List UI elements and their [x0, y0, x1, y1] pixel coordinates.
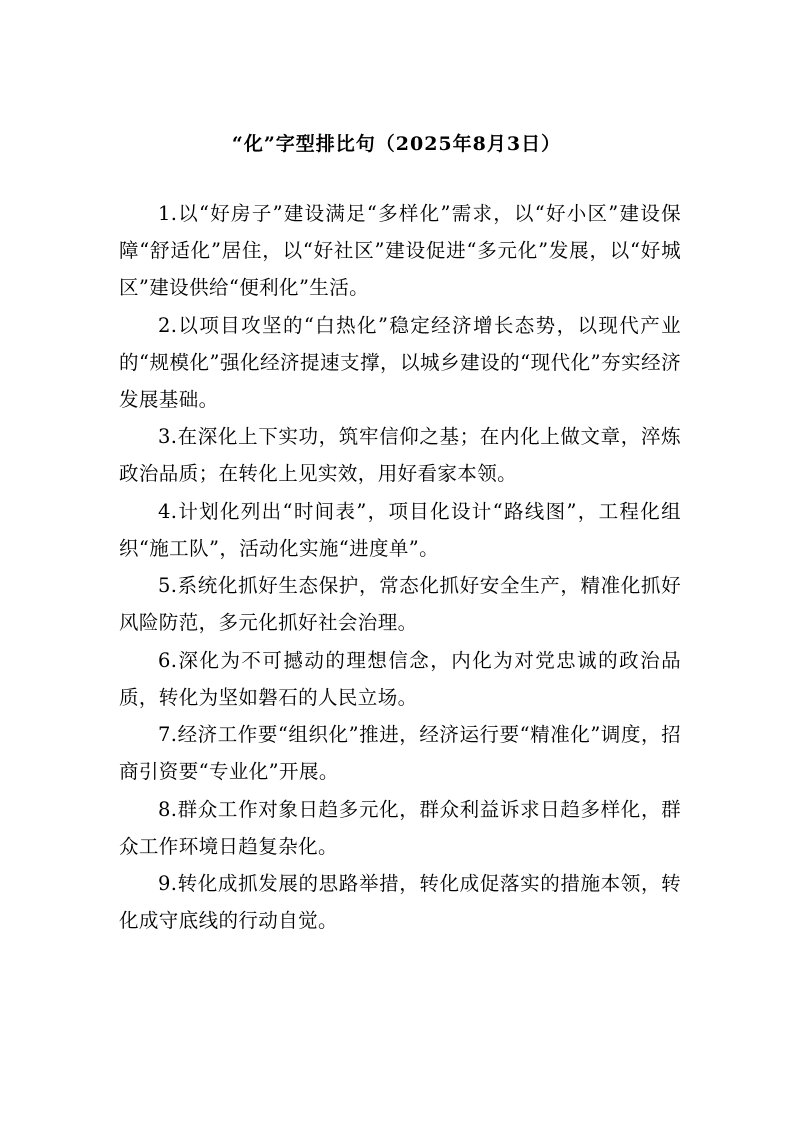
paragraph-4: 4.计划化列出“时间表”，项目化设计“路线图”，工程化组织“施工队”，活动化实施“进度单”。: [119, 499, 681, 560]
paragraph-9: 9.转化成抓发展的思路举措，转化成促落实的措施本领，转化成守底线的行动自觉。: [119, 872, 681, 932]
document-title: “化”字型排比句（2025年8月3日）: [231, 133, 562, 155]
document-body: [119, 195, 681, 940]
paragraph-8: 8.群众工作对象日趋多元化，群众利益诉求日趋多样化，群众工作环境日趋复杂化。: [119, 797, 681, 858]
paragraph-2: 2.以项目攻坚的“白热化”稳定经济增长态势，以现代产业的“规模化”强化经济提速支撑，以城乡建设的“现代化”夯实经济发展基础。: [119, 313, 681, 411]
paragraph-5: 5.系统化抓好生态保护，常态化抓好安全生产，精准化抓好风险防范，多元化抓好社会治理。: [119, 574, 681, 634]
paragraph-6: 6.深化为不可撼动的理想信念，内化为对党忠诚的政治品质，转化为坚如磐石的人民立场。: [119, 648, 681, 709]
paragraph-1: 1.以“好房子”建设满足“多样化”需求，以“好小区”建设保障“舒适化”居住，以“好社区”建设促进“多元化”发展，以“好城区”建设供给“便利化”生活。: [119, 202, 681, 299]
paragraph-3: 3.在深化上下实功，筑牢信仰之基；在内化上做文章，淬炼政治品质；在转化上见实效，用好看家本领。: [119, 425, 681, 485]
paragraph-7: 7.经济工作要“组织化”推进，经济运行要“精准化”调度，招商引资要“专业化”开展。: [119, 723, 681, 783]
